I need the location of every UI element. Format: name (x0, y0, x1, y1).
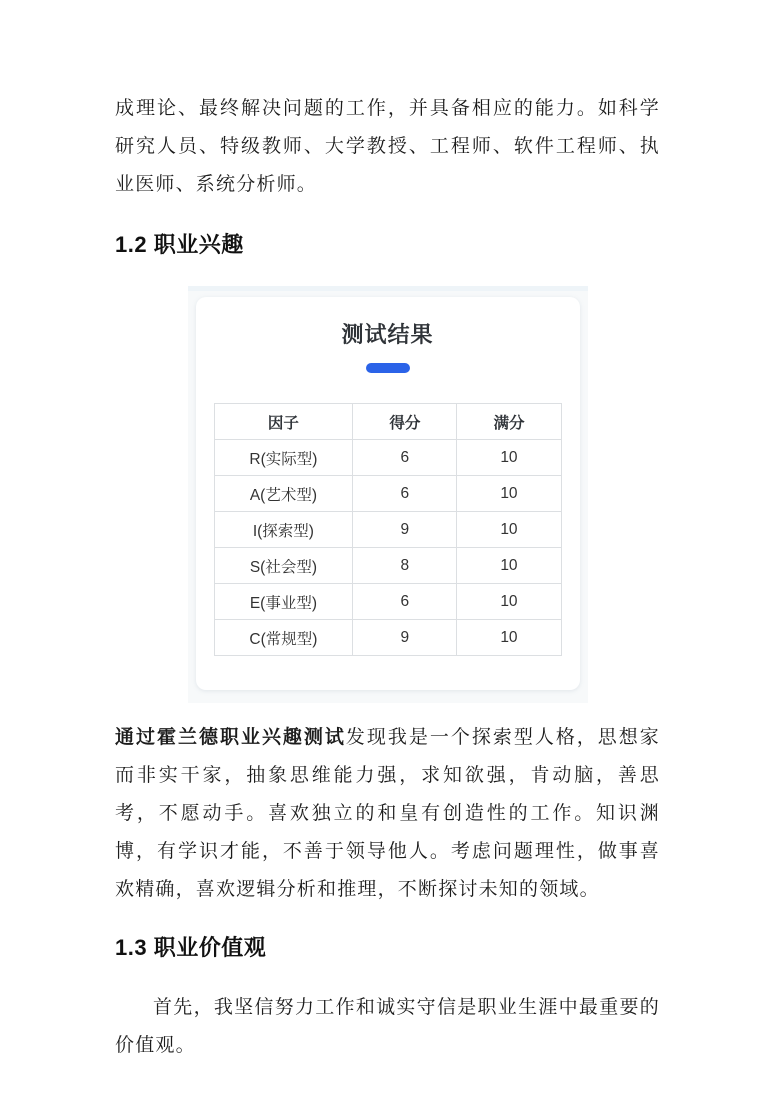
table-cell: 10 (457, 440, 561, 476)
section-heading-career-interest: 1.2 职业兴趣 (115, 232, 244, 257)
test-result-screenshot (188, 286, 588, 703)
table-row (214, 512, 561, 548)
table-cell: 10 (457, 620, 561, 656)
table-row (214, 584, 561, 620)
table-cell: E(事业型) (214, 584, 353, 620)
table-cell: 6 (353, 440, 457, 476)
table-row (214, 620, 561, 656)
card-title: 测试结果 (341, 322, 434, 347)
table-cell: 9 (353, 620, 457, 656)
table-cell: C(常规型) (214, 620, 353, 656)
table-cell: 8 (353, 548, 457, 584)
table-row (214, 548, 561, 584)
test-result-card (196, 297, 580, 690)
table-cell: 9 (353, 512, 457, 548)
paragraph-values: 首先，我坚信努力工作和诚实守信是职业生涯中最重要的价值观。 (115, 997, 660, 1056)
table-header-row (214, 404, 561, 440)
paragraph-intro: 成理论、最终解决问题的工作，并具备相应的能力。如科学研究人员、特级教师、大学教授、工程师、软件工程师、执业医师、系统分析师。 (115, 98, 660, 195)
title-underline-bar (366, 363, 410, 373)
table-cell: A(艺术型) (214, 476, 353, 512)
section-heading-career-values: 1.3 职业价值观 (115, 935, 267, 960)
holland-test-description: 发现我是一个探索型人格，思想家而非实干家，抽象思维能力强，求知欲强，肯动脑，善思考，不愿动手。喜欢独立的和皇有创造性的工作。知识渊博，有学识才能，不善于领导他人。考虑问题理性，做事喜欢精确，喜欢逻辑分析和推理，不断探讨未知的领域。 (115, 727, 660, 900)
table-cell: 10 (457, 476, 561, 512)
table-row (214, 476, 561, 512)
column-header: 满分 (457, 404, 561, 440)
paragraph-holland-result (115, 719, 660, 909)
result-table (214, 403, 562, 656)
table-row (214, 440, 561, 476)
column-header: 因子 (214, 404, 353, 440)
column-header: 得分 (353, 404, 457, 440)
table-cell: 6 (353, 476, 457, 512)
holland-test-bold-lead: 通过霍兰德职业兴趣测试 (115, 727, 346, 748)
table-cell: 10 (457, 512, 561, 548)
table-cell: 6 (353, 584, 457, 620)
table-cell: 10 (457, 584, 561, 620)
table-cell: S(社会型) (214, 548, 353, 584)
table-cell: I(探索型) (214, 512, 353, 548)
table-cell: R(实际型) (214, 440, 353, 476)
table-cell: 10 (457, 548, 561, 584)
